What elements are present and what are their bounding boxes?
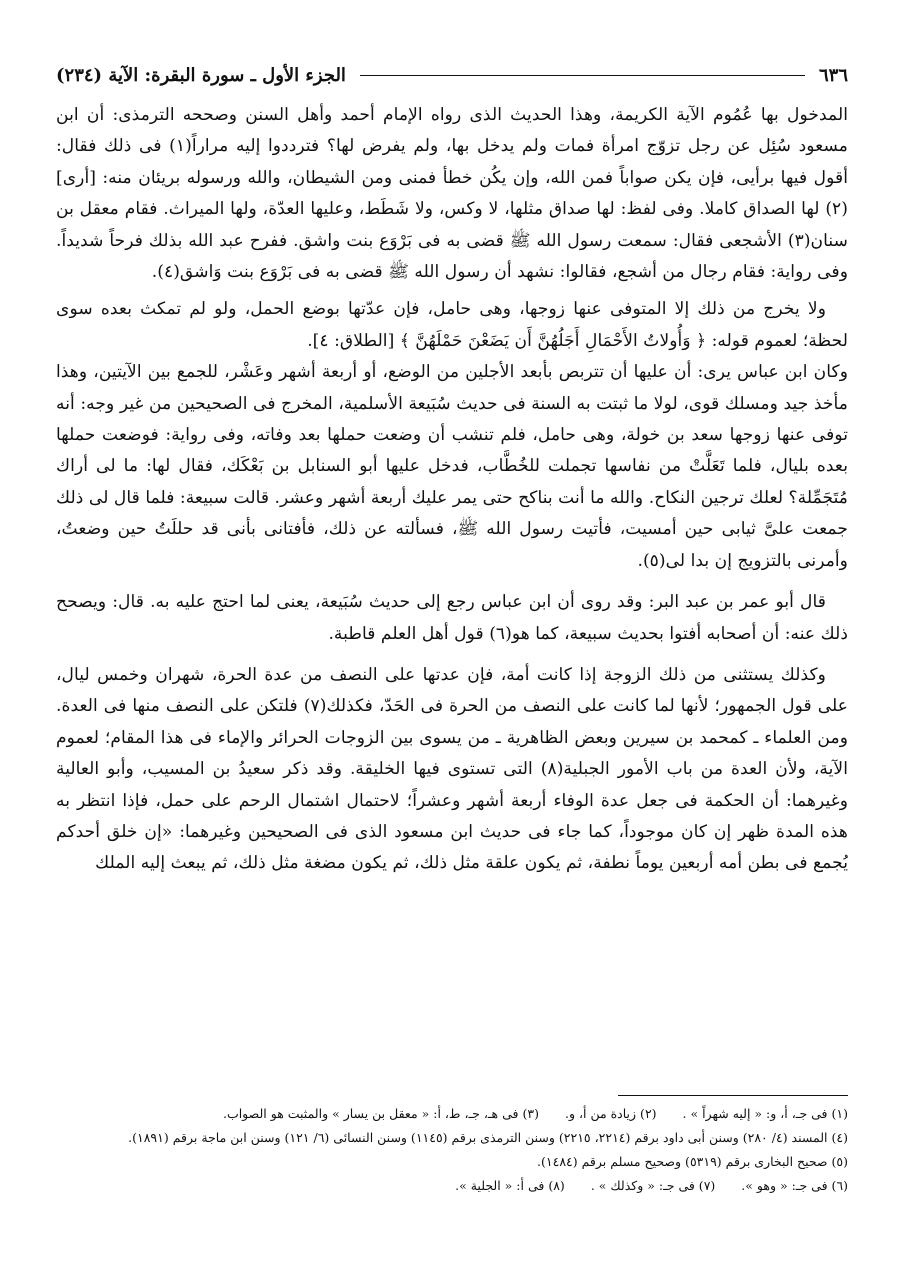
page — [56, 62, 848, 880]
footnote: (٣) فى هـ، جـ، ط، أ: « معقل بن يسار » والمثبت هو الصواب. — [222, 1106, 539, 1121]
footnote: (٦) فى جـ: « وهو ». — [741, 1178, 848, 1193]
running-header — [56, 62, 848, 88]
header-rule — [360, 75, 805, 76]
main-text — [56, 100, 848, 880]
paragraph: وكان ابن عباس يرى: أن عليها أن تتربص بأبعد الأجلين من الوضع، أو أربعة أشهر وعَشْر، للجمع بين الآيتين، وهذا مأخذ جيد ومسلك قوى، لولا ما ثبتت به السنة فى حديث سُبَيعة الأسلمية، المخرج فى الصحيحين من غير وجه: أنه توفى عنها زوجها سعد بن خولة، وهى حامل، فلم تنشب أن وضعت حملها بعد وفاته، وفى رواية: فوضعت حملها بعده بليال، فلما تَعَلَّتْ من نفاسها تجملت للخُطَّاب، فدخل عليها أبو السنابل بن بَعْكَك، فقال لها: ما لى أراك مُتَجَمِّلة؟ لعلك ترجين النكاح. والله ما أنت بناكح حتى يمر عليك أربعة أشهر وعشر. قالت سبيعة: فلما قال لى ذلك جمعت علىَّ ثيابى حين أمسيت، فأتيت رسول الله ﷺ، فسألته عن ذلك، فأفتانى بأنى قد حللَتُ حين وضعتُ، وأمرنى بالتزويج إن بدا لى(٥). — [56, 362, 848, 571]
paragraph: ولا يخرج من ذلك إلا المتوفى عنها زوجها، وهى حامل، فإن عدّتها بوضع الحمل، ولو لم تمكث بعده سوى لحظة؛ لعموم قوله: ﴿ وَأُولاتُ الأَحْمَالِ أَجَلُهُنَّ أَن يَضَعْنَ حَمْلَهُنَّ ﴾ [الطلاق: ٤]. — [56, 299, 848, 351]
footnote: (٥) صحيح البخارى برقم (٥٣١٩) وصحيح مسلم برقم (١٤٨٤). — [537, 1154, 848, 1169]
page-number: ٦٣٦ — [818, 64, 848, 86]
paragraph: المدخول بها عُمُوم الآية الكريمة، وهذا الحديث الذى رواه الإمام أحمد وأهل السنن وصححه الترمذى: أن ابن مسعود سُئِل عن رجل تزوّج امرأة فمات ولم يدخل بها، ولم يفرض لها؟ فترددوا إليه مراراً(١) فى ذلك فقال: أقول فيها برأيى، فإن يكن صواباً فمن الله، وإن يكُن خطأ فمنى ومن الشيطان، والله ورسوله بريئان منه: [أرى](٢) لها الصداق كاملا. وفى لفظ: لها صداق مثلها، لا وكس، ولا شَطَط، وعليها العدّة، ولها الميراث. فقام معقل بن سنان(٣) الأشجعى فقال: سمعت رسول الله ﷺ قضى به فى بَرْوَع بنت واشق. ففرح عبد الله بذلك فرحاً شديداً. وفى رواية: فقام رجال من أشجع، فقالوا: نشهد أن رسول الله ﷺ قضى به فى بَرْوَع بنت وَاشق(٤). — [56, 105, 848, 283]
footnote: (٤) المسند (٤/ ٢٨٠) وسنن أبى داود برقم (٢٢١٤، ٢٢١٥) وسنن الترمذى برقم (١١٤٥) وسنن النسائى (٦/ ١٢١) وسنن ابن ماجة برقم (١٨٩١). — [128, 1130, 848, 1145]
footnote: (٢) زيادة من أ، و. — [564, 1106, 657, 1121]
footnote-rule — [618, 1095, 848, 1096]
footnote: (١) فى جـ، أ، و: « إليه شهراً » . — [682, 1106, 848, 1121]
footnote-line — [56, 1174, 848, 1198]
paragraph: وكذلك يستثنى من ذلك الزوجة إذا كانت أمة، فإن عدتها على النصف من عدة الحرة، شهران وخمس ليال، على قول الجمهور؛ لأنها لما كانت على النصف من الحرة فى الحَدّ، فكذلك(٧) فلتكن على النصف منها فى العدة. ومن العلماء ـ كمحمد بن سيرين وبعض الظاهرية ـ من يسوى بين الزوجات الحرائر والإماء فى هذا المقام؛ لعموم الآية، ولأن العدة من باب الأمور الجبلية(٨) التى تستوى فيها الخليقة. وقد ذكر سعيدُ بن المسيب، وأبو العالية وغيرهما: أن الحكمة فى جعل عدة الوفاء أربعة أشهر وعشراً؛ لاحتمال اشتمال الرحم على حمل، فإذا انتظر به هذه المدة ظهر إن كان موجوداً، كما جاء فى حديث ابن مسعود الذى فى الصحيحين وغيرهما: «إن خلق أحدكم يُجمع فى بطن أمه أربعين يوماً نطفة، ثم يكون علقة مثل ذلك، ثم يكون مضغة مثل ذلك، ثم يبعث إليه الملك — [56, 664, 848, 874]
running-title: الجزء الأول ـ سورة البقرة: الآية (٢٣٤) — [56, 64, 346, 86]
footnote: (٧) فى جـ: « وكذلك » . — [590, 1178, 716, 1193]
footnotes — [56, 1095, 848, 1198]
paragraph: قال أبو عمر بن عبد البر: وقد روى أن ابن عباس رجع إلى حديث سُبَيعة، يعنى لما احتج عليه به. قال: ويصحح ذلك عنه: أن أصحابه أفتوا بحديث سبيعة، كما هو(٦) قول أهل العلم قاطبة. — [56, 592, 848, 644]
footnote-line — [56, 1102, 848, 1126]
footnote: (٨) فى أ: « الجلية ». — [455, 1178, 565, 1193]
